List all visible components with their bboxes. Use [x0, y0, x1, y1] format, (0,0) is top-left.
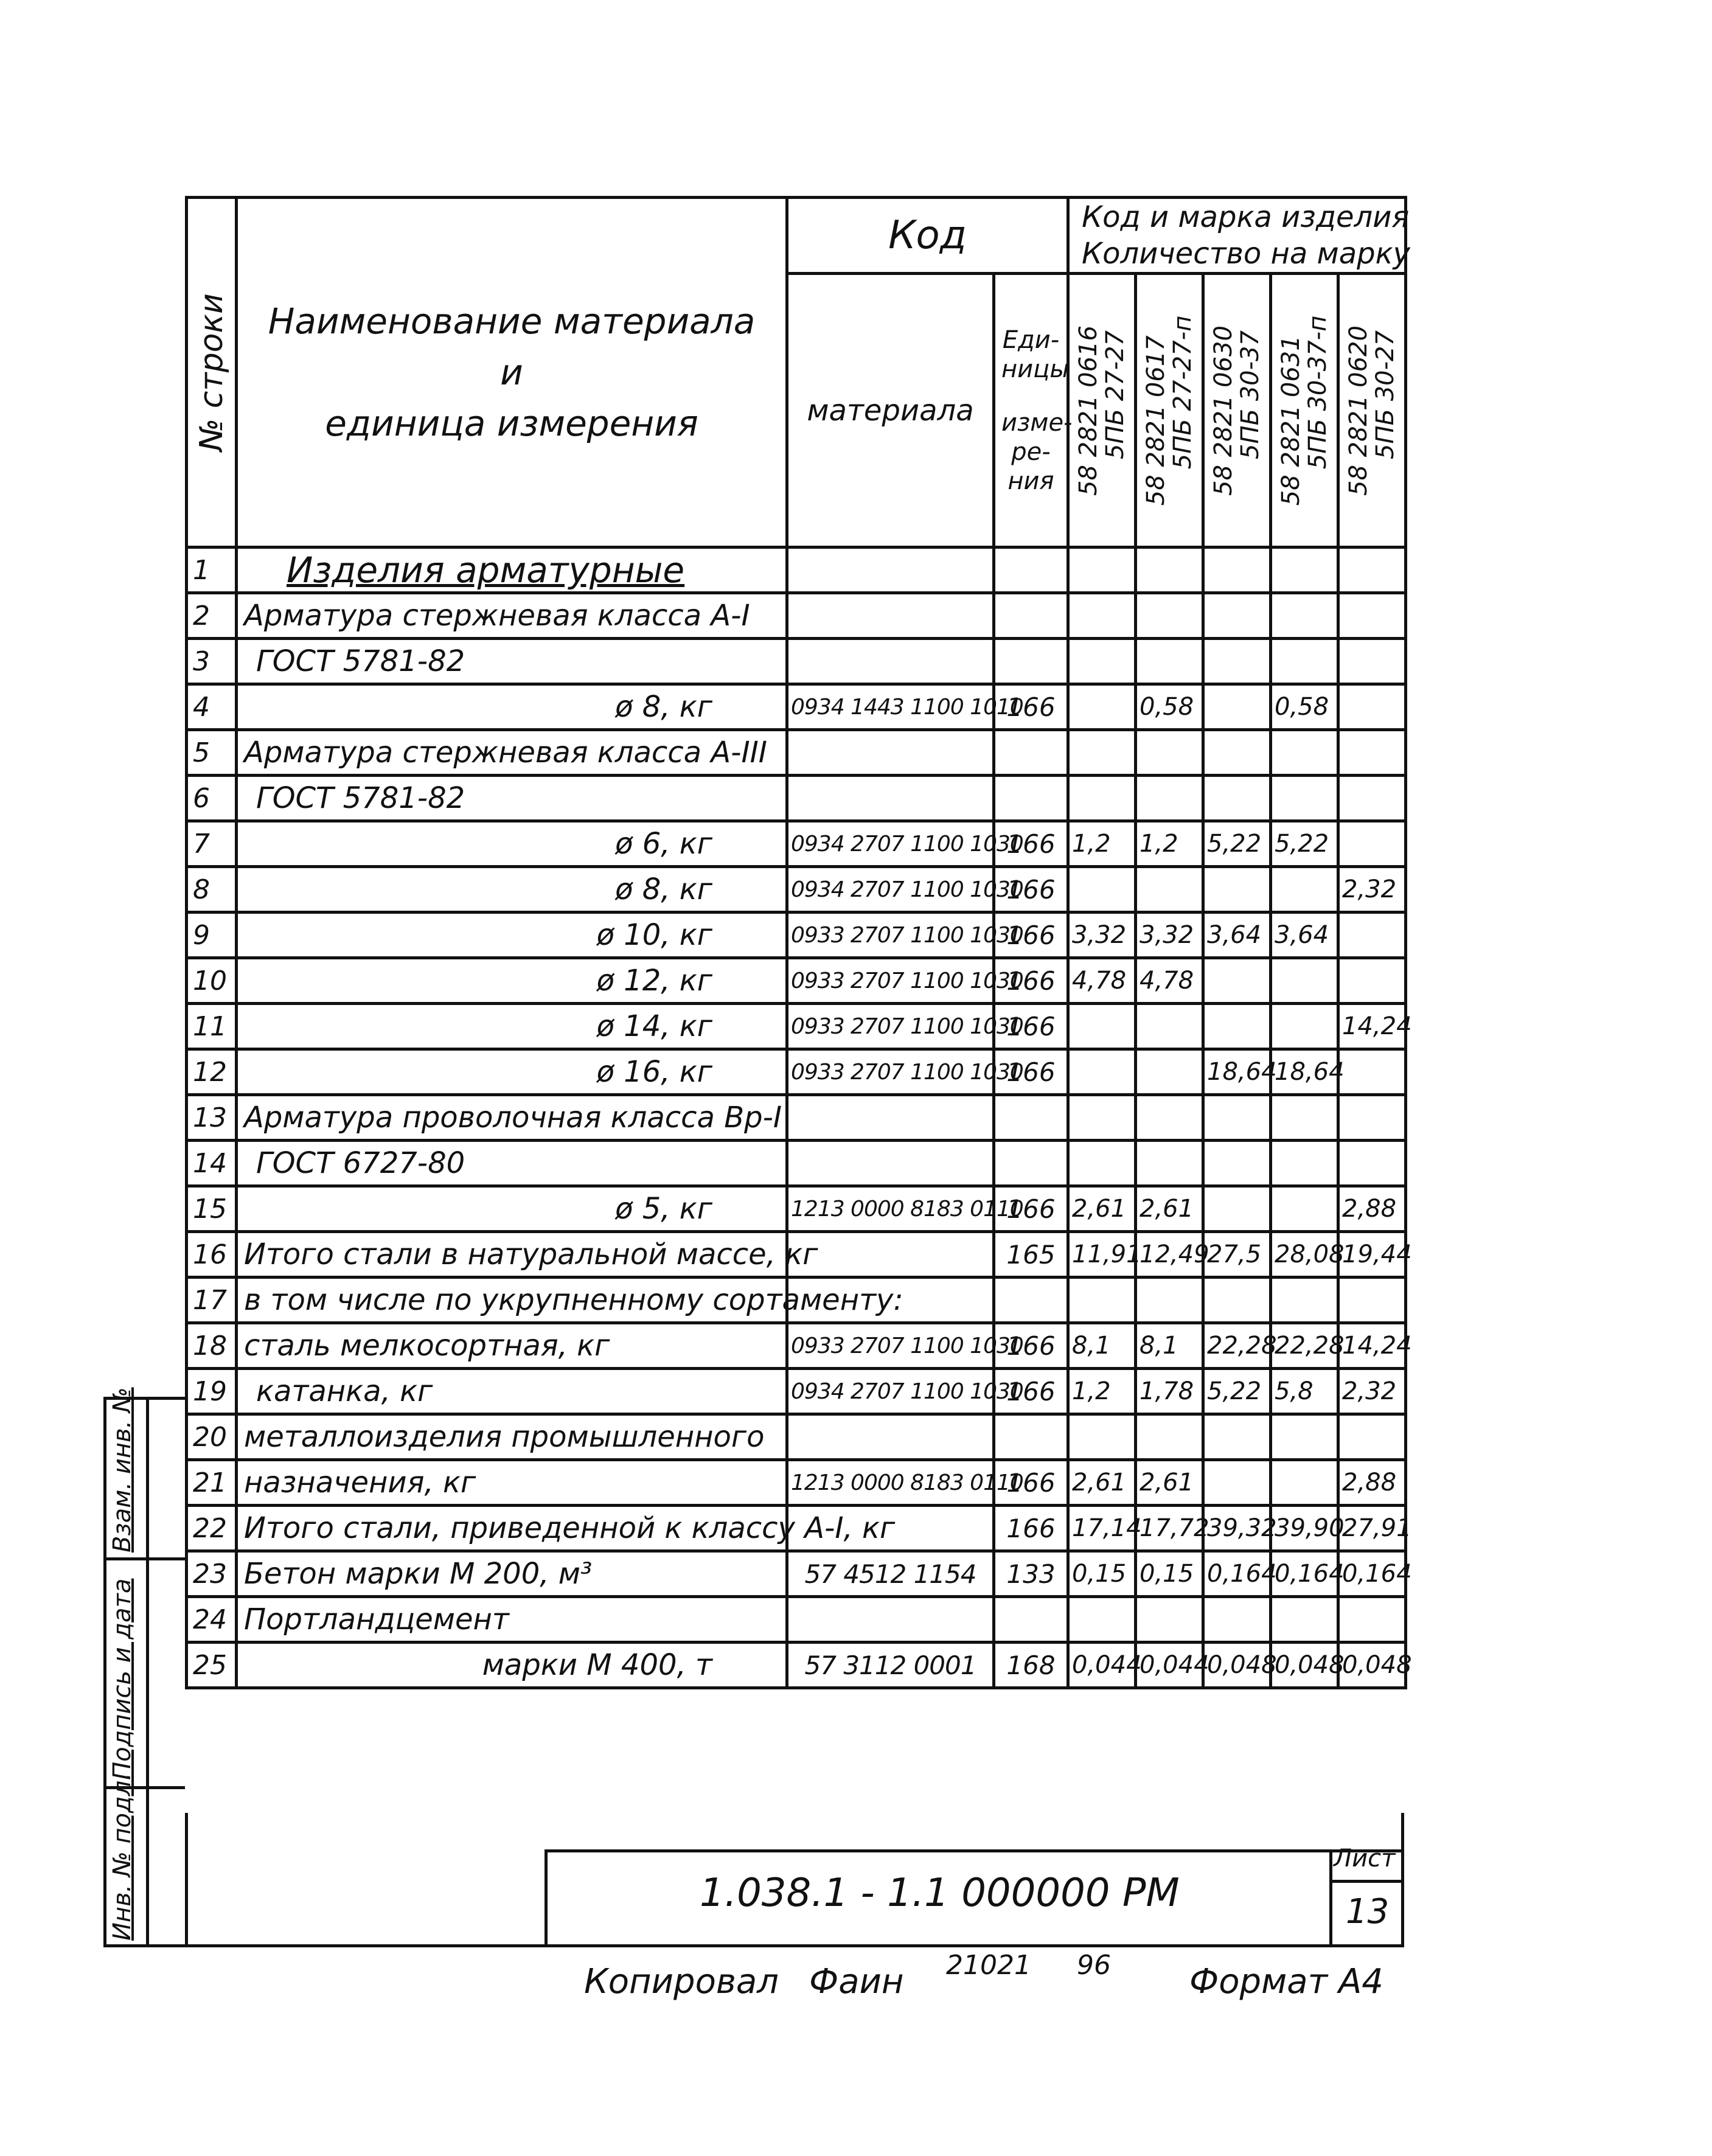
footer-order: 21021	[946, 1950, 1031, 1981]
unit-code: 166	[994, 1323, 1068, 1369]
quantity-cell: 1,2	[1136, 821, 1203, 867]
unit-code: 166	[994, 1506, 1068, 1551]
material-name: ø 6, кг	[237, 821, 787, 867]
quantity-cell: 0,044	[1068, 1643, 1136, 1688]
quantity-cell	[1338, 913, 1406, 958]
unit-code	[994, 1414, 1068, 1460]
sheet-number: 13	[1346, 1892, 1390, 1932]
table-row	[187, 1643, 1406, 1688]
quantity-cell: 0,58	[1136, 684, 1203, 730]
quantity-cell	[1271, 1141, 1338, 1186]
unit-code	[994, 548, 1068, 593]
table-row	[187, 958, 1406, 1004]
quantity-cell: 0,15	[1068, 1551, 1136, 1597]
unit-label-line3: изме-	[1001, 408, 1073, 437]
materials-table	[185, 196, 1412, 1689]
material-label: материала	[807, 393, 974, 428]
quantity-cell: 28,08	[1271, 1232, 1338, 1278]
quantity-cell	[1271, 548, 1338, 593]
material-name: ГОСТ 6727-80	[237, 1141, 787, 1186]
material-code	[787, 548, 994, 593]
table-row	[187, 821, 1406, 867]
material-name: Арматура проволочная класса Вр-I	[237, 1095, 787, 1141]
unit-code	[994, 776, 1068, 821]
quantity-cell: 2,32	[1338, 1369, 1406, 1414]
unit-code: 166	[994, 1369, 1068, 1414]
material-name: марки М 400, т	[237, 1643, 787, 1688]
product-mark: 5ПБ 30-37-п	[1304, 315, 1332, 469]
table-row	[187, 548, 1406, 593]
quantity-cell: 4,78	[1136, 958, 1203, 1004]
footer-copied: Копировал	[584, 1962, 779, 2001]
quantity-cell	[1271, 1095, 1338, 1141]
quantity-cell	[1068, 776, 1136, 821]
material-name: ø 10, кг	[237, 913, 787, 958]
row-number: 16	[187, 1232, 237, 1278]
row-number: 17	[187, 1278, 237, 1323]
quantity-cell: 39,32	[1203, 1506, 1271, 1551]
material-code	[787, 776, 994, 821]
quantity-cell: 1,2	[1068, 821, 1136, 867]
product-code: 58 2821 0620	[1345, 325, 1373, 496]
quantity-cell	[1136, 639, 1203, 684]
quantity-cell	[1068, 1597, 1136, 1643]
quantity-cell	[1136, 1278, 1203, 1323]
quantity-cell	[1203, 958, 1271, 1004]
table-row	[187, 1460, 1406, 1506]
quantity-cell	[1136, 1049, 1203, 1095]
product-code: 58 2821 0630	[1209, 325, 1237, 496]
product-code: 58 2821 0616	[1074, 325, 1102, 496]
row-number: 21	[187, 1460, 237, 1506]
unit-code	[994, 730, 1068, 776]
unit-code: 166	[994, 958, 1068, 1004]
material-name-header	[237, 198, 787, 548]
product-column-header	[1271, 274, 1338, 548]
quantity-cell: 1,2	[1068, 1369, 1136, 1414]
row-number: 10	[187, 958, 237, 1004]
quantity-cell	[1203, 1597, 1271, 1643]
row-number: 9	[187, 913, 237, 958]
quantity-cell	[1068, 1141, 1136, 1186]
quantity-cell	[1068, 867, 1136, 913]
table-row	[187, 1323, 1406, 1369]
quantity-cell: 0,164	[1271, 1551, 1338, 1597]
quantity-cell	[1338, 639, 1406, 684]
table-row	[187, 1095, 1406, 1141]
row-number: 22	[187, 1506, 237, 1551]
quantity-cell	[1271, 867, 1338, 913]
quantity-cell	[1271, 1278, 1338, 1323]
unit-code: 166	[994, 1460, 1068, 1506]
material-code	[787, 639, 994, 684]
quantity-cell	[1136, 593, 1203, 639]
footer-author: Фаин	[809, 1962, 904, 2001]
quantity-cell: 2,61	[1068, 1186, 1136, 1232]
quantity-cell	[1338, 821, 1406, 867]
quantity-cell: 18,64	[1203, 1049, 1271, 1095]
quantity-cell: 0,048	[1338, 1643, 1406, 1688]
table-row	[187, 1506, 1406, 1551]
material-name: Изделия арматурные	[237, 548, 787, 593]
unit-code: 166	[994, 684, 1068, 730]
unit-code: 166	[994, 1186, 1068, 1232]
material-code: 1213 0000 8183 0110	[787, 1186, 994, 1232]
quantity-cell	[1338, 593, 1406, 639]
quantity-cell	[1068, 730, 1136, 776]
quantity-cell	[1203, 593, 1271, 639]
material-code: 0933 2707 1100 1030	[787, 1049, 994, 1095]
material-code: 0934 1443 1100 1010	[787, 684, 994, 730]
material-code	[787, 1597, 994, 1643]
quantity-cell	[1068, 639, 1136, 684]
quantity-cell: 0,15	[1136, 1551, 1203, 1597]
unit-code: 133	[994, 1551, 1068, 1597]
quantity-cell	[1271, 593, 1338, 639]
quantity-cell: 12,49	[1136, 1232, 1203, 1278]
unit-code: 166	[994, 821, 1068, 867]
table-row	[187, 1049, 1406, 1095]
quantity-cell	[1203, 1141, 1271, 1186]
name-header-line3: единица измерения	[325, 403, 698, 444]
unit-code	[994, 1141, 1068, 1186]
material-name: ø 8, кг	[237, 684, 787, 730]
quantity-cell: 17,14	[1068, 1506, 1136, 1551]
table-row	[187, 1004, 1406, 1049]
quantity-cell: 2,88	[1338, 1186, 1406, 1232]
quantity-cell	[1338, 1278, 1406, 1323]
table-row	[187, 730, 1406, 776]
material-name: в том числе по укрупненному сортаменту:	[237, 1278, 787, 1323]
quantity-cell	[1068, 684, 1136, 730]
unit-code	[994, 639, 1068, 684]
quantity-cell	[1271, 730, 1338, 776]
row-number: 8	[187, 867, 237, 913]
code-label: Код	[888, 213, 967, 258]
quantity-cell	[1068, 548, 1136, 593]
quantity-cell	[1271, 1414, 1338, 1460]
quantity-cell: 0,048	[1271, 1643, 1338, 1688]
material-code	[787, 1095, 994, 1141]
quantity-cell: 5,22	[1203, 821, 1271, 867]
quantity-cell: 22,28	[1271, 1323, 1338, 1369]
footer-order2: 96	[1077, 1950, 1111, 1981]
material-name: сталь мелкосортная, кг	[237, 1323, 787, 1369]
material-code	[787, 1414, 994, 1460]
margin-label-signature-date: Подпись и дата	[108, 1578, 136, 1780]
table-row	[187, 1186, 1406, 1232]
quantity-cell	[1338, 1597, 1406, 1643]
material-name: катанка, кг	[237, 1369, 787, 1414]
material-name: Портландцемент	[237, 1597, 787, 1643]
row-number: 14	[187, 1141, 237, 1186]
table-row	[187, 593, 1406, 639]
quantity-cell	[1338, 1141, 1406, 1186]
material-code: 0934 2707 1100 1030	[787, 867, 994, 913]
row-number: 20	[187, 1414, 237, 1460]
footer-format: Формат А4	[1189, 1962, 1383, 2001]
table-row	[187, 639, 1406, 684]
material-code: 1213 0000 8183 0110	[787, 1460, 994, 1506]
quantity-cell	[1203, 1414, 1271, 1460]
code-header	[787, 198, 1068, 274]
product-header-line2: Количество на марку	[1082, 237, 1411, 271]
unit-header	[994, 274, 1073, 548]
product-code: 58 2821 0617	[1142, 335, 1170, 506]
quantity-cell: 18,64	[1271, 1049, 1338, 1095]
row-number: 23	[187, 1551, 237, 1597]
product-column-header	[1068, 274, 1136, 548]
quantity-cell: 4,78	[1068, 958, 1136, 1004]
quantity-cell	[1338, 776, 1406, 821]
sheet-label: Лист	[1334, 1845, 1396, 1873]
row-number: 19	[187, 1369, 237, 1414]
quantity-cell	[1203, 684, 1271, 730]
quantity-cell	[1203, 1004, 1271, 1049]
quantity-cell: 5,22	[1203, 1369, 1271, 1414]
quantity-cell	[1068, 1414, 1136, 1460]
table-row	[187, 1232, 1406, 1278]
material-code: 0934 2707 1100 1030	[787, 821, 994, 867]
product-mark: 5ПБ 27-27-п	[1169, 315, 1197, 469]
quantity-cell	[1136, 1004, 1203, 1049]
row-number: 6	[187, 776, 237, 821]
quantity-cell	[1338, 958, 1406, 1004]
row-number: 2	[187, 593, 237, 639]
product-column-header	[1136, 274, 1203, 548]
unit-code: 166	[994, 913, 1068, 958]
material-name: ø 8, кг	[237, 867, 787, 913]
row-number: 1	[187, 548, 237, 593]
quantity-cell	[1068, 1278, 1136, 1323]
quantity-cell	[1203, 639, 1271, 684]
quantity-cell: 11,91	[1068, 1232, 1136, 1278]
quantity-cell: 5,22	[1271, 821, 1338, 867]
quantity-cell: 2,61	[1136, 1186, 1203, 1232]
table-row	[187, 1141, 1406, 1186]
row-number-label: № строки	[193, 293, 230, 451]
row-number: 11	[187, 1004, 237, 1049]
table-row	[187, 1369, 1406, 1414]
unit-label-line4: ре-	[1011, 437, 1051, 466]
row-number: 15	[187, 1186, 237, 1232]
quantity-cell: 0,58	[1271, 684, 1338, 730]
material-code	[787, 730, 994, 776]
quantity-cell: 27,91	[1338, 1506, 1406, 1551]
material-name: Арматура стержневая класса А-III	[237, 730, 787, 776]
table-row	[187, 684, 1406, 730]
quantity-cell: 14,24	[1338, 1004, 1406, 1049]
table-row	[187, 867, 1406, 913]
quantity-cell: 2,61	[1068, 1460, 1136, 1506]
row-number: 3	[187, 639, 237, 684]
quantity-cell: 19,44	[1338, 1232, 1406, 1278]
quantity-cell: 22,28	[1203, 1323, 1271, 1369]
unit-label-line2: ницы	[1001, 355, 1069, 383]
product-column-header	[1203, 274, 1271, 548]
material-code	[787, 1232, 994, 1278]
quantity-cell: 8,1	[1136, 1323, 1203, 1369]
quantity-cell: 5,8	[1271, 1369, 1338, 1414]
material-code: 57 3112 0001	[787, 1643, 994, 1688]
material-code: 0933 2707 1100 1030	[787, 1323, 994, 1369]
unit-code	[994, 1278, 1068, 1323]
quantity-cell	[1136, 867, 1203, 913]
material-name: Итого стали, приведенной к классу А-I, кг	[237, 1506, 787, 1551]
material-name: Итого стали в натуральной массе, кг	[237, 1232, 787, 1278]
unit-code	[994, 593, 1068, 639]
margin-label-replace-inv: Взам. инв. №	[108, 1387, 136, 1553]
row-number: 12	[187, 1049, 237, 1095]
quantity-cell	[1338, 730, 1406, 776]
quantity-cell	[1068, 593, 1136, 639]
quantity-cell	[1338, 1049, 1406, 1095]
quantity-cell	[1203, 548, 1271, 593]
quantity-cell	[1136, 1597, 1203, 1643]
quantity-cell	[1271, 1597, 1338, 1643]
row-number: 5	[187, 730, 237, 776]
product-header-line1: Код и марка изделия	[1082, 200, 1410, 234]
quantity-cell: 0,164	[1203, 1551, 1271, 1597]
row-number: 24	[187, 1597, 237, 1643]
unit-label-line5: ния	[1007, 467, 1054, 495]
material-name: ø 5, кг	[237, 1186, 787, 1232]
quantity-cell: 27,5	[1203, 1232, 1271, 1278]
unit-code	[994, 1095, 1068, 1141]
quantity-cell	[1068, 1004, 1136, 1049]
product-mark: 5ПБ 30-37	[1236, 330, 1264, 459]
quantity-cell: 3,32	[1136, 913, 1203, 958]
table-row	[187, 1278, 1406, 1323]
name-header-line2: и	[500, 352, 523, 393]
material-code-header	[787, 274, 994, 548]
quantity-cell: 0,164	[1338, 1551, 1406, 1597]
quantity-cell: 39,90	[1271, 1506, 1338, 1551]
unit-label-line1: Еди-	[1002, 325, 1060, 354]
table-row	[187, 1551, 1406, 1597]
quantity-cell: 3,64	[1203, 913, 1271, 958]
table-row	[187, 1597, 1406, 1643]
row-number: 25	[187, 1643, 237, 1688]
quantity-cell: 8,1	[1068, 1323, 1136, 1369]
quantity-cell	[1203, 1460, 1271, 1506]
table-row	[187, 913, 1406, 958]
quantity-cell: 2,32	[1338, 867, 1406, 913]
quantity-cell	[1136, 1141, 1203, 1186]
quantity-cell: 1,78	[1136, 1369, 1203, 1414]
quantity-cell	[1203, 776, 1271, 821]
unit-code: 168	[994, 1643, 1068, 1688]
quantity-cell	[1338, 548, 1406, 593]
quantity-cell: 14,24	[1338, 1323, 1406, 1369]
material-code: 0934 2707 1100 1030	[787, 1369, 994, 1414]
unit-code: 166	[994, 867, 1068, 913]
material-name: ГОСТ 5781-82	[237, 776, 787, 821]
name-header-line1: Наименование материала	[268, 301, 756, 342]
material-code: 0933 2707 1100 1030	[787, 1004, 994, 1049]
document-number: 1.038.1 - 1.1 000000 РМ	[700, 1871, 1180, 1916]
unit-code: 166	[994, 1049, 1068, 1095]
table-row	[187, 776, 1406, 821]
row-number: 7	[187, 821, 237, 867]
quantity-cell	[1136, 730, 1203, 776]
material-code: 0933 2707 1100 1030	[787, 958, 994, 1004]
product-column-header	[1338, 274, 1406, 548]
quantity-cell: 2,61	[1136, 1460, 1203, 1506]
product-code: 58 2821 0631	[1277, 335, 1305, 506]
quantity-cell: 17,72	[1136, 1506, 1203, 1551]
quantity-cell	[1136, 1095, 1203, 1141]
quantity-cell	[1203, 730, 1271, 776]
quantity-cell: 0,048	[1203, 1643, 1271, 1688]
quantity-cell	[1136, 548, 1203, 593]
quantity-cell: 2,88	[1338, 1460, 1406, 1506]
material-code	[787, 593, 994, 639]
quantity-cell	[1068, 1049, 1136, 1095]
table-row	[187, 1414, 1406, 1460]
quantity-cell	[1136, 1414, 1203, 1460]
quantity-cell	[1203, 867, 1271, 913]
material-name: ø 14, кг	[237, 1004, 787, 1049]
material-name: ø 16, кг	[237, 1049, 787, 1095]
quantity-cell	[1271, 639, 1338, 684]
unit-code: 165	[994, 1232, 1068, 1278]
material-code	[787, 1141, 994, 1186]
quantity-cell	[1203, 1278, 1271, 1323]
unit-code	[994, 1597, 1068, 1643]
quantity-cell: 0,044	[1136, 1643, 1203, 1688]
quantity-cell	[1338, 684, 1406, 730]
quantity-cell	[1271, 776, 1338, 821]
quantity-cell	[1203, 1095, 1271, 1141]
row-number-header	[187, 198, 237, 548]
material-name: назначения, кг	[237, 1460, 787, 1506]
material-code: 0933 2707 1100 1030	[787, 913, 994, 958]
quantity-cell	[1338, 1095, 1406, 1141]
material-name: ø 12, кг	[237, 958, 787, 1004]
quantity-cell	[1136, 776, 1203, 821]
material-name: ГОСТ 5781-82	[237, 639, 787, 684]
product-mark: 5ПБ 27-27	[1101, 330, 1129, 459]
quantity-cell	[1338, 1414, 1406, 1460]
unit-code: 166	[994, 1004, 1068, 1049]
quantity-cell	[1271, 1460, 1338, 1506]
product-mark: 5ПБ 30-27	[1371, 330, 1400, 459]
quantity-cell	[1203, 1186, 1271, 1232]
product-header	[1068, 198, 1411, 274]
quantity-cell	[1271, 1004, 1338, 1049]
row-number: 4	[187, 684, 237, 730]
margin-label-original-inv: Инв. № подл.	[108, 1773, 136, 1941]
quantity-cell	[1271, 1186, 1338, 1232]
row-number: 13	[187, 1095, 237, 1141]
quantity-cell	[1068, 1095, 1136, 1141]
quantity-cell: 3,32	[1068, 913, 1136, 958]
material-name: металлоизделия промышленного	[237, 1414, 787, 1460]
material-name: Бетон марки М 200, м³	[237, 1551, 787, 1597]
row-number: 18	[187, 1323, 237, 1369]
quantity-cell: 3,64	[1271, 913, 1338, 958]
material-code: 57 4512 1154	[787, 1551, 994, 1597]
quantity-cell	[1271, 958, 1338, 1004]
material-name: Арматура стержневая класса А-I	[237, 593, 787, 639]
